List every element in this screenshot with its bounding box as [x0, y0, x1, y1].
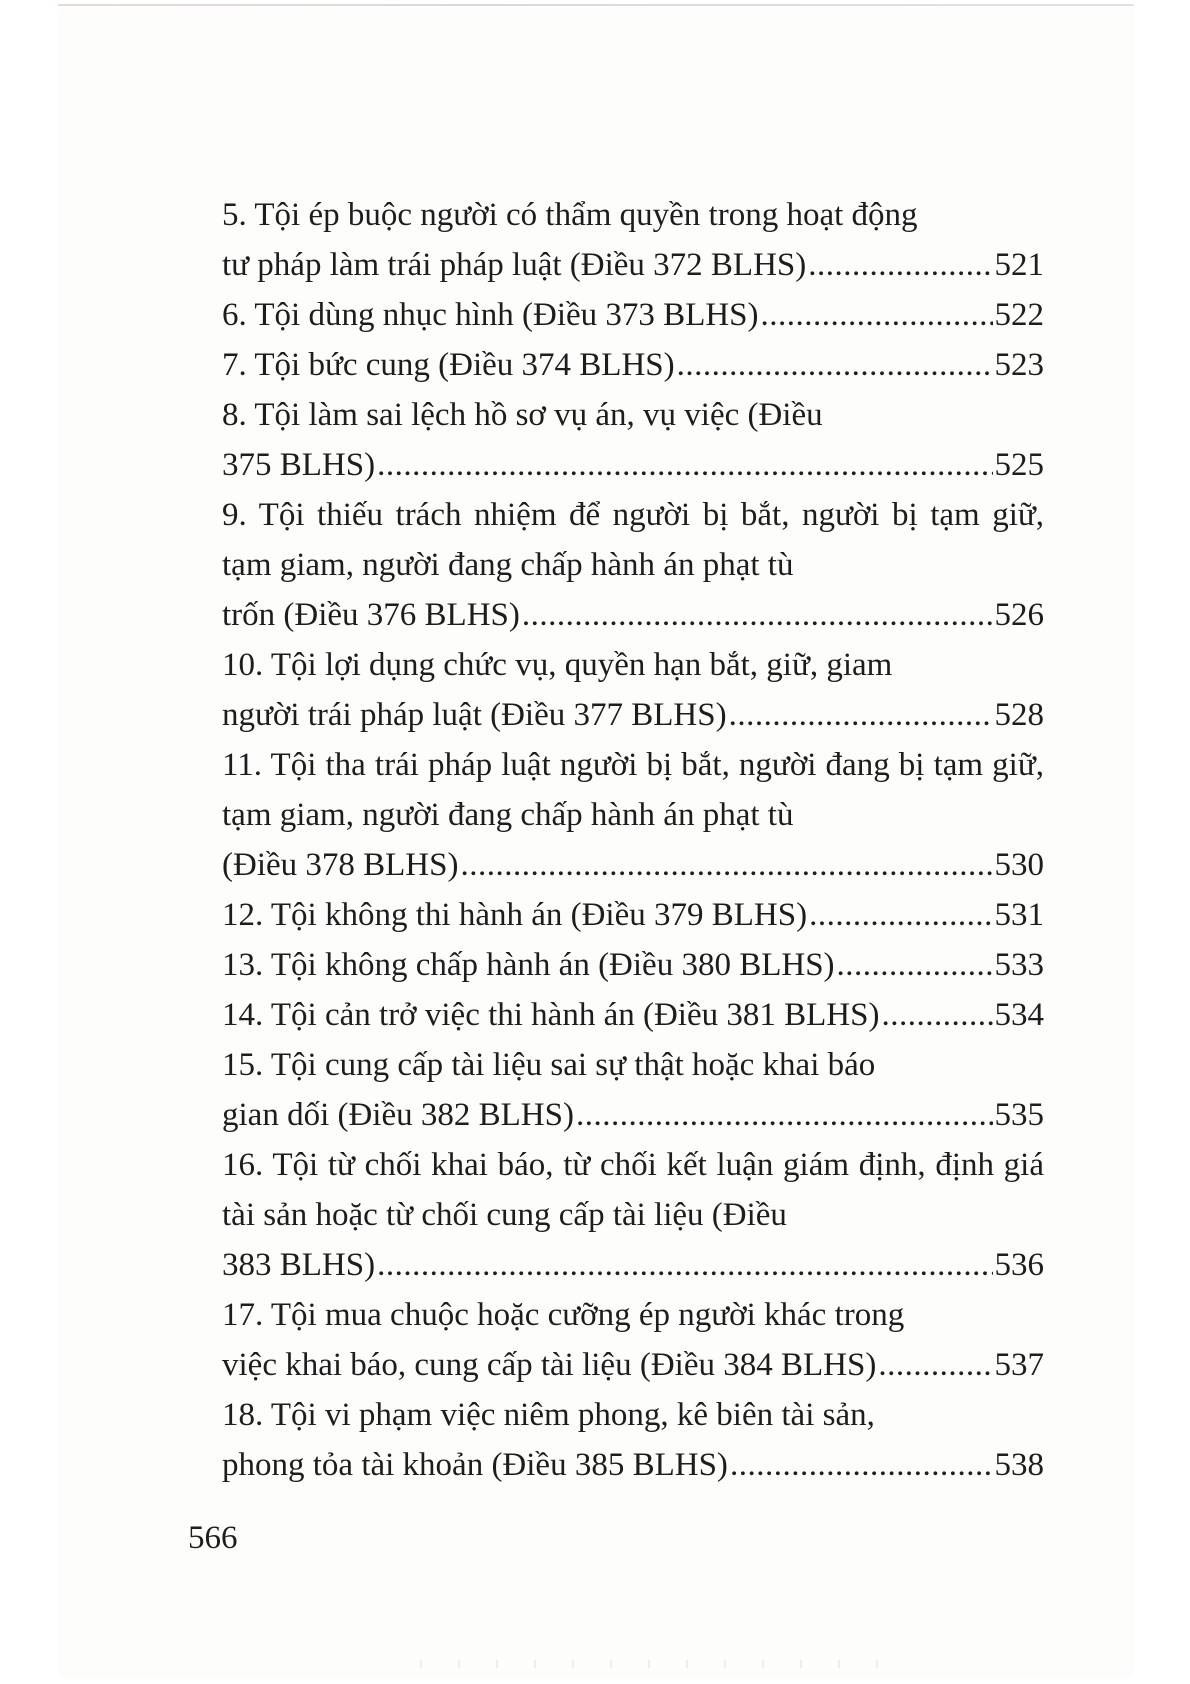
toc-entry-title-end: 7. Tội bức cung (Điều 374 BLHS) [222, 347, 675, 383]
toc-entry-last-line [222, 340, 1044, 390]
toc-entry-lead: 8. Tội làm sai lệch hồ sơ vụ án, vụ việc (Điều [222, 397, 823, 433]
toc-entry-lead: 15. Tội cung cấp tài liệu sai sự thật hoặc khai báo [222, 1047, 876, 1083]
toc-entry [222, 1390, 1044, 1490]
toc-entry-lead: 11. Tội tha trái pháp luật người bị bắt, người đang bị tạm giữ, tạm giam, người đang chấp hành án phạt tù [222, 747, 1044, 833]
toc-entry [222, 490, 1044, 640]
toc-entry-last-line [222, 890, 1044, 940]
dot-leader [677, 340, 993, 390]
toc-entry [222, 1290, 1044, 1390]
toc-page-number: 526 [994, 597, 1044, 633]
toc-entry [222, 890, 1044, 940]
toc-entry-last-line [222, 1340, 1044, 1390]
toc-page-number: 538 [994, 1447, 1044, 1483]
toc-entry-title-end: 375 BLHS) [222, 447, 376, 483]
toc-entry-title-end: phong tỏa tài khoản (Điều 385 BLHS) [222, 1447, 728, 1483]
toc-entry-last-line [222, 290, 1044, 340]
toc-entry-lead: 17. Tội mua chuộc hoặc cưỡng ép người khác trong [222, 1297, 905, 1333]
toc-entry-title-end: 12. Tội không thi hành án (Điều 379 BLHS) [222, 897, 808, 933]
page-number: 566 [188, 1520, 238, 1556]
toc-entry [222, 990, 1044, 1040]
dot-leader [809, 890, 992, 940]
toc-entry-lead: 10. Tội lợi dụng chức vụ, quyền hạn bắt, giữ, giam [222, 647, 893, 683]
toc-entry [222, 940, 1044, 990]
dot-leader [522, 590, 993, 640]
dot-leader [808, 240, 992, 290]
toc-page-number: 531 [994, 897, 1044, 933]
toc-entry [222, 740, 1044, 890]
toc-entry-last-line [222, 940, 1044, 990]
toc-entry-title-end: gian dối (Điều 382 BLHS) [222, 1097, 574, 1133]
dot-leader [881, 990, 992, 1040]
toc-page-number: 536 [994, 1247, 1044, 1283]
toc-entry-last-line [222, 590, 1044, 640]
toc-entry-lead: 18. Tội vi phạm việc niêm phong, kê biên tài sản, [222, 1397, 875, 1433]
toc-entry [222, 340, 1044, 390]
toc-page-number: 534 [994, 997, 1044, 1033]
dot-leader [761, 290, 993, 340]
toc-entry [222, 640, 1044, 740]
toc-page-number: 533 [994, 947, 1044, 983]
toc-entry-last-line [222, 440, 1044, 490]
toc-entry-last-line [222, 1240, 1044, 1290]
dot-leader [377, 1240, 992, 1290]
toc-entry-title-end: 383 BLHS) [222, 1247, 376, 1283]
toc-page-number: 522 [994, 297, 1044, 333]
toc-entry-title-end: 6. Tội dùng nhục hình (Điều 373 BLHS) [222, 297, 759, 333]
table-of-contents [222, 190, 1044, 1490]
toc-entry-title-end: 14. Tội cản trở việc thi hành án (Điều 381 BLHS) [222, 997, 880, 1033]
toc-entry-title-end: tư pháp làm trái pháp luật (Điều 372 BLHS) [222, 247, 807, 283]
toc-entry-last-line [222, 240, 1044, 290]
toc-entry-last-line [222, 1090, 1044, 1140]
toc-entry-title-end: trốn (Điều 376 BLHS) [222, 597, 520, 633]
toc-entry-lead: 5. Tội ép buộc người có thẩm quyền trong hoạt động [222, 197, 918, 233]
toc-entry [222, 1040, 1044, 1140]
dot-leader [837, 940, 993, 990]
dot-leader [729, 690, 993, 740]
dot-leader [576, 1090, 993, 1140]
toc-page-number: 535 [994, 1097, 1044, 1133]
toc-entry-title-end: người trái pháp luật (Điều 377 BLHS) [222, 697, 727, 733]
toc-entry [222, 190, 1044, 290]
toc-entry-title-end: 13. Tội không chấp hành án (Điều 380 BLHS) [222, 947, 835, 983]
toc-entry-lead: 16. Tội từ chối khai báo, từ chối kết luận giám định, định giá tài sản hoặc từ chối cung cấp tài liệu (Điều [222, 1147, 1044, 1233]
toc-entry-lead: 9. Tội thiếu trách nhiệm để người bị bắt, người bị tạm giữ, tạm giam, người đang chấp hành án phạt tù [222, 497, 1044, 583]
toc-entry [222, 390, 1044, 490]
dot-leader [730, 1440, 993, 1490]
toc-page-number: 525 [994, 447, 1044, 483]
toc-page-number: 537 [994, 1347, 1044, 1383]
toc-entry-title-end: việc khai báo, cung cấp tài liệu (Điều 384 BLHS) [222, 1347, 877, 1383]
toc-page-number: 528 [994, 697, 1044, 733]
toc-entry-last-line [222, 690, 1044, 740]
toc-entry-last-line [222, 840, 1044, 890]
toc-entry-title-end: (Điều 378 BLHS) [222, 847, 459, 883]
toc-entry-last-line [222, 990, 1044, 1040]
dot-leader [377, 440, 992, 490]
toc-entry [222, 1140, 1044, 1290]
scan-specks [420, 1660, 900, 1668]
toc-entry [222, 290, 1044, 340]
dot-leader [878, 1340, 992, 1390]
dot-leader [460, 840, 992, 890]
toc-page-number: 530 [994, 847, 1044, 883]
toc-page-number: 521 [994, 247, 1044, 283]
toc-page-number: 523 [994, 347, 1044, 383]
toc-entry-last-line [222, 1440, 1044, 1490]
